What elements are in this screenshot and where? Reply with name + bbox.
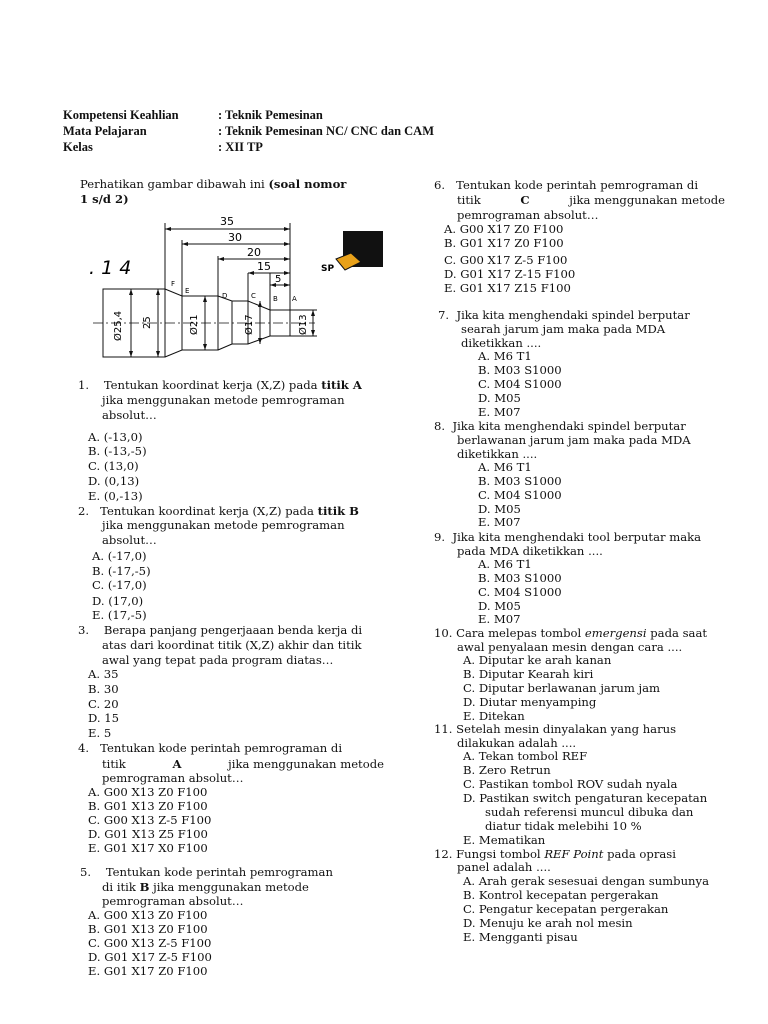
option-10e: E. Ditekan [463,709,525,723]
point-label: F [171,280,176,288]
option-3a: A. 35 [88,667,119,681]
point-label: D [222,292,228,300]
header-value: : XII TP [218,140,263,154]
option-10a: A. Diputar ke arah kanan [463,653,612,667]
question-2-line: absolut… [102,533,157,547]
option-3b: B. 30 [88,682,119,696]
option-2c: C. (-17,0) [92,578,147,592]
option-7c: C. M04 S1000 [478,377,562,391]
point-label: C [251,292,256,300]
question-4-line: pemrograman absolut… [102,771,244,785]
option-12a: A. Arah gerak sesesuai dengan sumbunya [463,874,709,888]
option-2a: A. (-17,0) [92,549,147,563]
option-12b: B. Kontrol kecepatan pergerakan [463,888,659,902]
option-12c: C. Pengatur kecepatan pergerakan [463,902,669,916]
option-4b: B. G01 X13 Z0 F100 [88,799,208,813]
intro-line-2: 1 s/d 2) [80,192,129,206]
diameter-label: 25 [142,316,153,329]
option-7e: E. M07 [478,405,521,419]
diameter-label: Ø25,4 [113,310,124,341]
option-11e: E. Mematikan [463,833,546,847]
question-5: 5. Tentukan kode perintah pemrograman [80,865,333,879]
option-9b: B. M03 S1000 [478,571,562,585]
sp-label: SP [321,264,335,274]
question-2: 2. Tentukan koordinat kerja (X,Z) pada titik B [78,504,359,518]
point-label: A [292,295,297,303]
option-7d: D. M05 [478,391,521,405]
diameter-label: Ø21 [189,314,200,335]
dim-label: 35 [220,215,234,228]
question-6-line: pemrograman absolut… [457,208,599,222]
question-8-line: berlawanan jarum jam maka pada MDA [457,433,691,447]
question-7-line: diketikkan .... [461,336,542,350]
option-9e: E. M07 [478,612,521,626]
question-11-line: dilakukan adalah .... [457,736,577,750]
option-7a: A. M6 T1 [478,349,532,363]
question-6: 6. Tentukan kode perintah pemrograman di [434,178,699,192]
option-6b: B. G01 X17 Z0 F100 [444,236,564,250]
question-12-line: panel adalah .... [457,860,551,874]
question-5-line: di itik B jika menggunakan metode [102,880,309,894]
question-1-line: absolut… [102,408,157,422]
option-1c: C. (13,0) [88,459,139,473]
option-9c: C. M04 S1000 [478,585,562,599]
option-3d: D. 15 [88,711,120,725]
question-2-line: jika menggunakan metode pemrograman [102,518,345,532]
question-4-line: titik A jika menggunakan metode [102,757,384,771]
option-5b: B. G01 X13 Z0 F100 [88,922,208,936]
point-label: E [185,287,190,295]
header-value: : Teknik Pemesinan [218,108,323,122]
diameter-label: Ø17 [244,314,255,335]
option-10b: B. Diputar Kearah kiri [463,667,594,681]
option-11a: A. Tekan tombol REF [463,749,588,763]
question-7-line: searah jarum jam maka pada MDA [461,322,666,336]
dim-label: 30 [228,231,242,244]
header-label: Kompetensi Keahlian [63,108,179,122]
option-1a: A. (-13,0) [88,430,143,444]
option-1e: E. (0,-13) [88,489,143,503]
question-9: 9. Jika kita menghendaki tool berputar maka [434,530,702,544]
dim-label: 5 [275,274,282,285]
option-8a: A. M6 T1 [478,460,532,474]
option-2b: B. (-17,-5) [92,564,151,578]
option-8d: D. M05 [478,502,521,516]
dim-label: 15 [257,260,271,273]
question-3: 3. Berapa panjang pengerjaaan benda kerja di [78,623,363,637]
question-3-line: atas dari koordinat titik (X,Z) akhir dan titik [102,638,362,652]
option-11b: B. Zero Retrun [463,763,551,777]
diameter-label: Ø13 [298,314,309,335]
intro-line-1: Perhatikan gambar dibawah ini (soal nomor [80,177,347,191]
option-5c: C. G00 X13 Z-5 F100 [88,936,212,950]
point-label: B [273,295,278,303]
option-6a: A. G00 X17 Z0 F100 [444,222,564,236]
option-5a: A. G00 X13 Z0 F100 [88,908,208,922]
question-8: 8. Jika kita menghendaki spindel berputar [434,419,686,433]
option-4d: D. G01 X13 Z5 F100 [88,827,208,841]
technical-drawing [85,213,385,370]
option-5e: E. G01 X17 Z0 F100 [88,964,208,978]
question-3-line: awal yang tepat pada program diatas… [102,653,334,667]
corner-label: . 1 4 [89,257,132,279]
question-7: 7. Jika kita menghendaki spindel berputar [438,308,690,322]
option-4a: A. G00 X13 Z0 F100 [88,785,208,799]
option-8b: B. M03 S1000 [478,474,562,488]
header-label: Kelas [63,140,93,154]
option-11c: C. Pastikan tombol ROV sudah nyala [463,777,678,791]
option-6d: D. G01 X17 Z-15 F100 [444,267,576,281]
option-3c: C. 20 [88,697,119,711]
dim-label: 20 [247,246,261,259]
option-10d: D. Diutar menyamping [463,695,597,709]
option-7b: B. M03 S1000 [478,363,562,377]
question-6-line: titik C jika menggunakan metode [457,193,725,207]
option-6c: C. G00 X17 Z-5 F100 [444,253,568,267]
option-1b: B. (-13,-5) [88,444,147,458]
question-8-line: diketikkan .... [457,447,538,461]
option-11d: D. Pastikan switch pengaturan kecepatan [463,791,708,805]
option-3e: E. 5 [88,726,112,740]
question-10: 10. Cara melepas tombol emergensi pada saat [434,626,708,640]
question-1: 1. Tentukan koordinat kerja (X,Z) pada titik A [78,378,362,392]
option-2d: D. (17,0) [92,594,144,608]
option-5d: D. G01 X17 Z-5 F100 [88,950,212,964]
option-12e: E. Mengganti pisau [463,930,578,944]
question-5-line: pemrograman absolut… [102,894,244,908]
option-12d: D. Menuju ke arah nol mesin [463,916,633,930]
question-9-line: pada MDA diketikkan .... [457,544,603,558]
option-10c: C. Diputar berlawanan jarum jam [463,681,661,695]
header-label: Mata Pelajaran [63,124,147,138]
option-4c: C. G00 X13 Z-5 F100 [88,813,212,827]
option-8e: E. M07 [478,515,521,529]
option-11d-line: diatur tidak melebihi 10 % [485,819,642,833]
option-11d-line: sudah referensi muncul dibuka dan [485,805,694,819]
question-10-line: awal penyalaan mesin dengan cara .... [457,640,683,654]
question-11: 11. Setelah mesin dinyalakan yang harus [434,722,677,736]
question-12: 12. Fungsi tombol REF Point pada oprasi [434,847,676,861]
option-8c: C. M04 S1000 [478,488,562,502]
question-4: 4. Tentukan kode perintah pemrograman di [78,741,343,755]
option-2e: E. (17,-5) [92,608,147,622]
option-4e: E. G01 X17 X0 F100 [88,841,208,855]
question-1-line: jika menggunakan metode pemrograman [102,393,345,407]
option-6e: E. G01 X17 Z15 F100 [444,281,571,295]
option-9a: A. M6 T1 [478,557,532,571]
option-1d: D. (0,13) [88,474,140,488]
option-9d: D. M05 [478,599,521,613]
header-value: : Teknik Pemesinan NC/ CNC dan CAM [218,124,435,138]
